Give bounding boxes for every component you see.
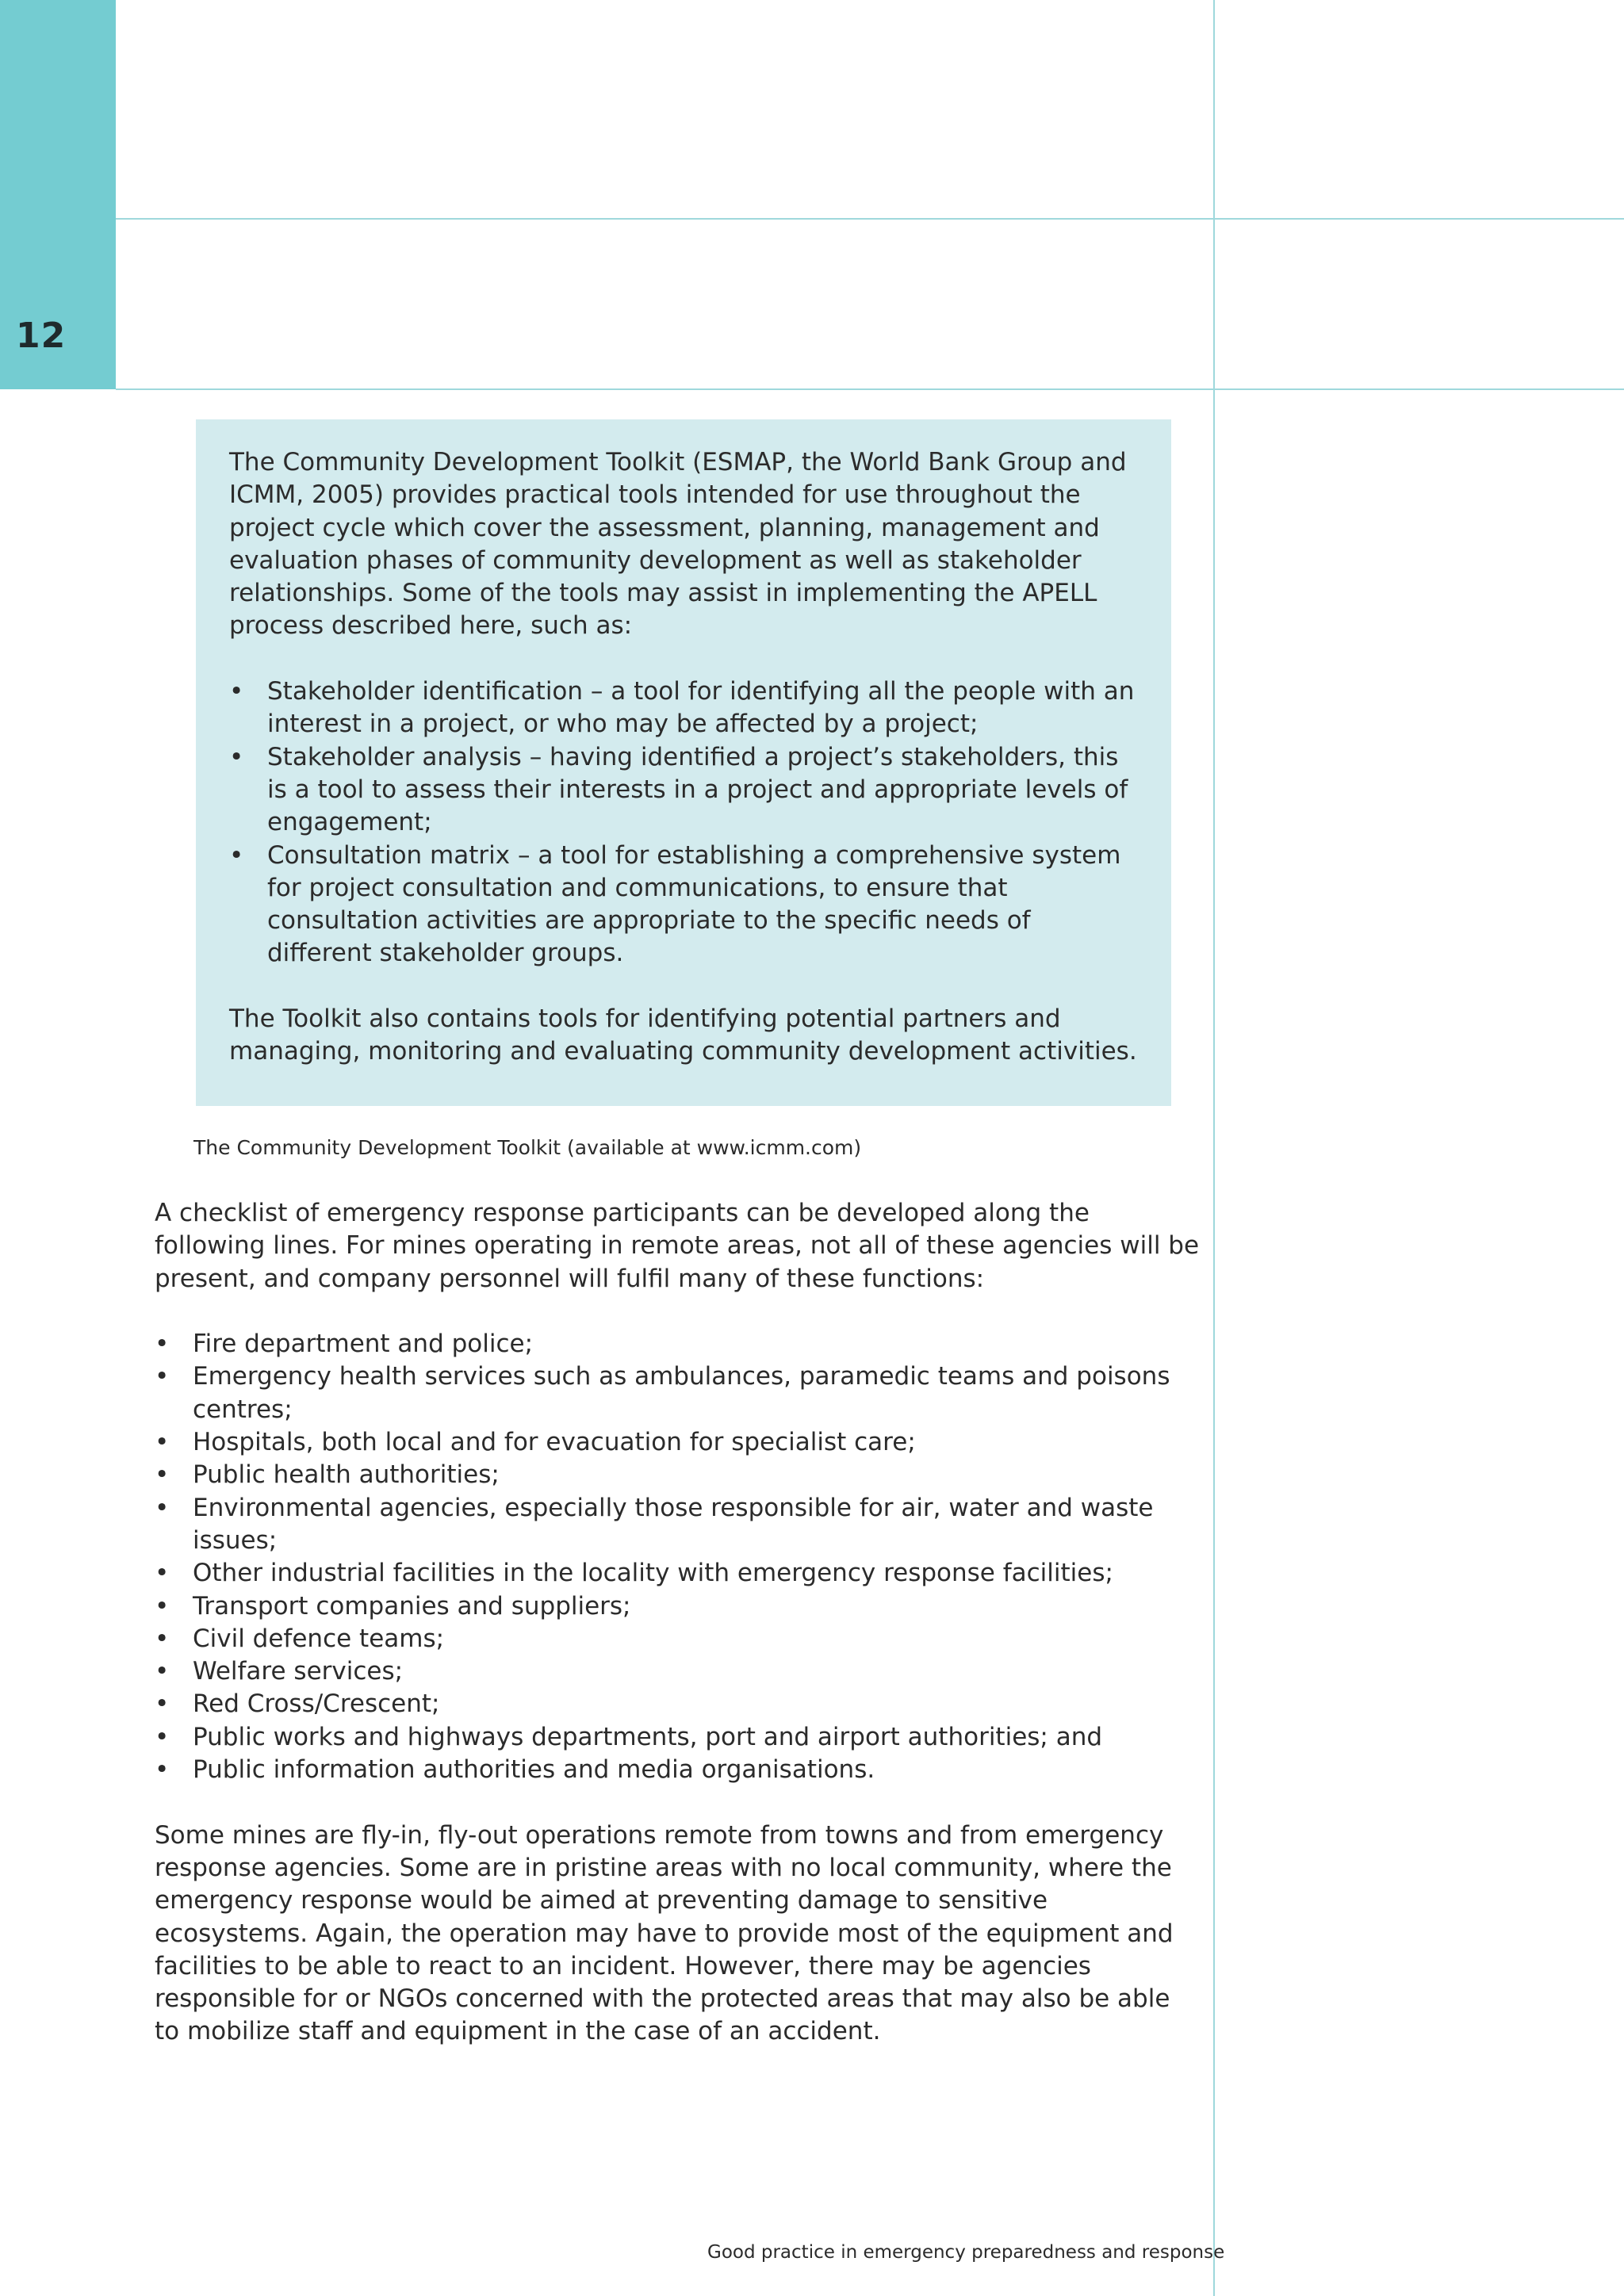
- toolkit-callout-box: [196, 419, 1171, 1106]
- list-item: • Red Cross/Crescent;: [155, 1689, 440, 1719]
- list-item: • Stakeholder analysis – having identified a project’s stakeholders, this is a tool to assess their interests in a project and appropriate levels of engagement;: [229, 742, 1128, 837]
- callout-caption: The Community Development Toolkit (available at www.icmm.com): [193, 1136, 862, 1159]
- participants-bullet-list: [155, 1328, 1201, 1786]
- list-item: • Transport companies and suppliers;: [155, 1591, 631, 1621]
- list-item: • Public information authorities and media organisations.: [155, 1755, 875, 1785]
- page-number: 12: [16, 316, 67, 356]
- callout-bullet-list: [229, 675, 1139, 970]
- body-closing: Some mines are fly-in, fly-out operations remote from towns and from emergency response agencies. Some are in pristine areas with no local community, where the emergency response would be aimed at preventing damage to sensitive ecosystems. Again, the operation may have to provide most of the equipment and facilities to be able to react to an incident. However, there may be agencies responsible for or NGOs concerned with the protected areas that may also be able to mobilize staff and equipment in the case of an accident.: [155, 1820, 1174, 2046]
- horizontal-rule-header: [116, 388, 1624, 390]
- list-item: • Emergency health services such as ambulances, paramedic teams and poisons centres;: [155, 1362, 1170, 1424]
- page-footer: Good practice in emergency preparedness and response: [707, 2242, 1225, 2263]
- callout-intro: The Community Development Toolkit (ESMAP, the World Bank Group and ICMM, 2005) provides practical tools intended for use throughout the project cycle which cover the assessment, planning, management and evaluation phases of community development as well as stakeholder relationships. Some of the tools may assist in implementing the APELL process described here, such as:: [229, 448, 1127, 641]
- vertical-rule: [1213, 0, 1215, 2296]
- body-intro: A checklist of emergency response participants can be developed along the following lines. For mines operating in remote areas, not all of these agencies will be present, and company personnel will fulfil many of these functions:: [155, 1199, 1200, 1293]
- horizontal-rule-top: [116, 218, 1624, 220]
- list-item: • Welfare services;: [155, 1657, 404, 1686]
- list-item: • Other industrial facilities in the locality with emergency response facilities;: [155, 1559, 1113, 1588]
- list-item: • Public health authorities;: [155, 1460, 500, 1490]
- list-item: • Hospitals, both local and for evacuation for specialist care;: [155, 1428, 916, 1457]
- list-item: • Fire department and police;: [155, 1330, 534, 1359]
- list-item: • Civil defence teams;: [155, 1624, 445, 1653]
- list-item: • Stakeholder identification – a tool for identifying all the people with an interest in a project, or who may be affected by a project;: [229, 677, 1135, 739]
- list-item: • Environmental agencies, especially those responsible for air, water and waste issues;: [155, 1493, 1154, 1555]
- list-item: • Public works and highways departments, port and airport authorities; and: [155, 1722, 1103, 1751]
- callout-closing: The Toolkit also contains tools for identifying potential partners and managing, monitoring and evaluating community development activities.: [229, 1004, 1137, 1066]
- main-body: [155, 1197, 1201, 2049]
- list-item: • Consultation matrix – a tool for establishing a comprehensive system for project consultation and communications, to ensure that consultation activities are appropriate to the specific needs of different stakeholder groups.: [229, 840, 1121, 968]
